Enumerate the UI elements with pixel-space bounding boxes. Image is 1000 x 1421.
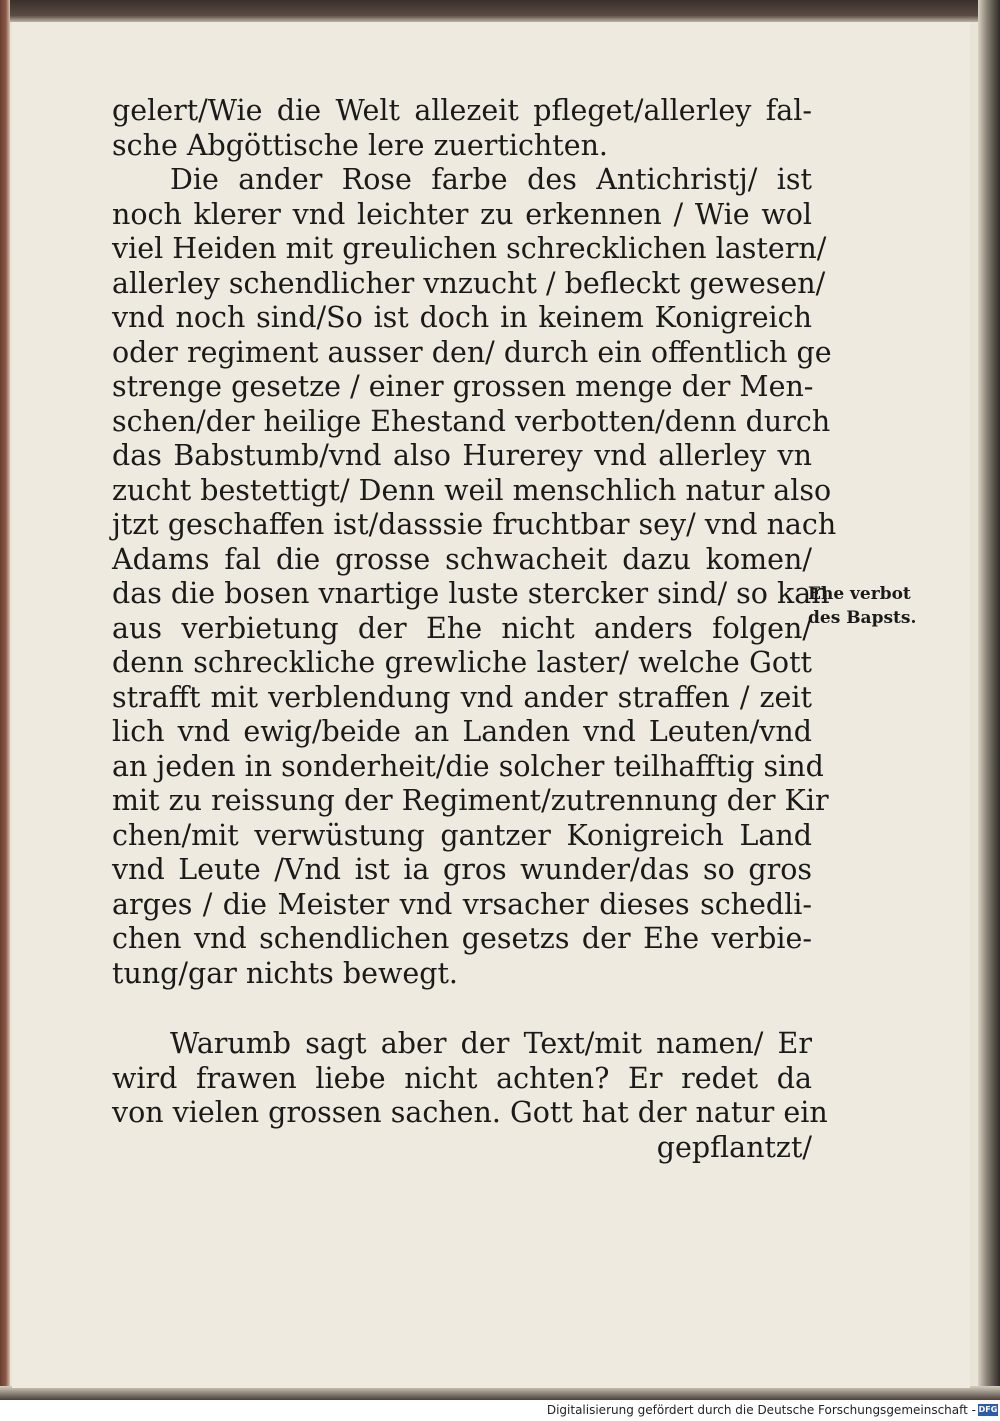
text-line: allerley schendlicher vnzucht / befleckt gewesen/ [112, 266, 826, 300]
body-text [112, 94, 837, 1165]
text-line: sche Abgöttische lere zuertichten. [112, 128, 608, 162]
text-line: tung/gar nichts bewegt. [112, 956, 458, 990]
text-line: viel Heiden mit greulichen schrecklichen lastern/ [112, 232, 827, 265]
text-line: gelert/Wie die Welt allezeit pfleget/allerley fal- [112, 94, 812, 127]
text-line: noch klerer vnd leichter zu erkennen / Wie wol [112, 197, 812, 231]
text-line: Adams fal die grosse schwacheit dazu komen/ [112, 542, 812, 576]
text-line: lich vnd ewig/beide an Landen vnd Leuten/vnd [112, 715, 812, 748]
scan-edge-bottom [0, 1386, 1000, 1400]
text-line: chen vnd schendlichen gesetzs der Ehe verbie- [112, 922, 812, 955]
text-line: das Babstumb/vnd also Hurerey vnd allerley vn [112, 439, 812, 472]
text-line: das die bosen vnartige luste stercker sind/ so kan [112, 577, 830, 610]
scan-edge-right [978, 0, 1000, 1400]
text-line: strenge gesetze / einer grossen menge der Men- [112, 370, 814, 403]
paragraph-gap [112, 991, 812, 1027]
text-line: vnd Leute /Vnd ist ia gros wunder/das so gros [112, 853, 812, 886]
scan-edge-left [0, 0, 10, 1400]
marginal-note [808, 582, 916, 630]
text-line: schen/der heilige Ehestand verbotten/denn durch [112, 404, 831, 438]
text-line: vnd noch sind/So ist doch in keinem Konigreich [112, 301, 812, 334]
text-line: Die ander Rose farbe des Antichristj/ ist [170, 163, 812, 196]
text-line: oder regiment ausser den/ durch ein offentlich ge [112, 335, 832, 369]
text-line: von vielen grossen sachen. Gott hat der natur ein [112, 1096, 828, 1129]
catchword: gepflantzt/ [656, 1130, 812, 1164]
marginal-note-line: des Bapsts. [808, 608, 917, 628]
paper-sheet [12, 22, 970, 1388]
digitization-footer [0, 1400, 1000, 1421]
scan-edge-top [0, 0, 1000, 22]
text-line: denn schreckliche grewliche laster/ welche Gott [112, 646, 812, 679]
text-line: jtzt geschaffen ist/dasssie fruchtbar sey/ vnd nach [112, 508, 837, 541]
text-line: chen/mit verwüstung gantzer Konigreich Land [112, 818, 812, 852]
text-line: wird frawen liebe nicht achten? Er redet da [112, 1061, 812, 1095]
text-line: arges / die Meister vnd vrsacher dieses schedli- [112, 887, 812, 921]
dfg-logo: DFG [978, 1405, 998, 1414]
text-line: mit zu reissung der Regiment/zutrennung der Kir [112, 784, 829, 817]
text-line: an jeden in sonderheit/die solcher teilhafftig sind [112, 749, 824, 783]
text-line: aus verbietung der Ehe nicht anders folgen/ [112, 611, 812, 645]
text-line: strafft mit verblendung vnd ander straffen / zeit [112, 680, 812, 714]
text-line: Warumb sagt aber der Text/mit namen/ Er [170, 1027, 812, 1060]
funding-credit: Digitalisierung gefördert durch die Deutsche Forschungsgemeinschaft - [546, 1403, 976, 1417]
marginal-note-line: Ehe verbot [808, 584, 911, 604]
text-line: zucht bestettigt/ Denn weil menschlich natur also [112, 473, 832, 507]
